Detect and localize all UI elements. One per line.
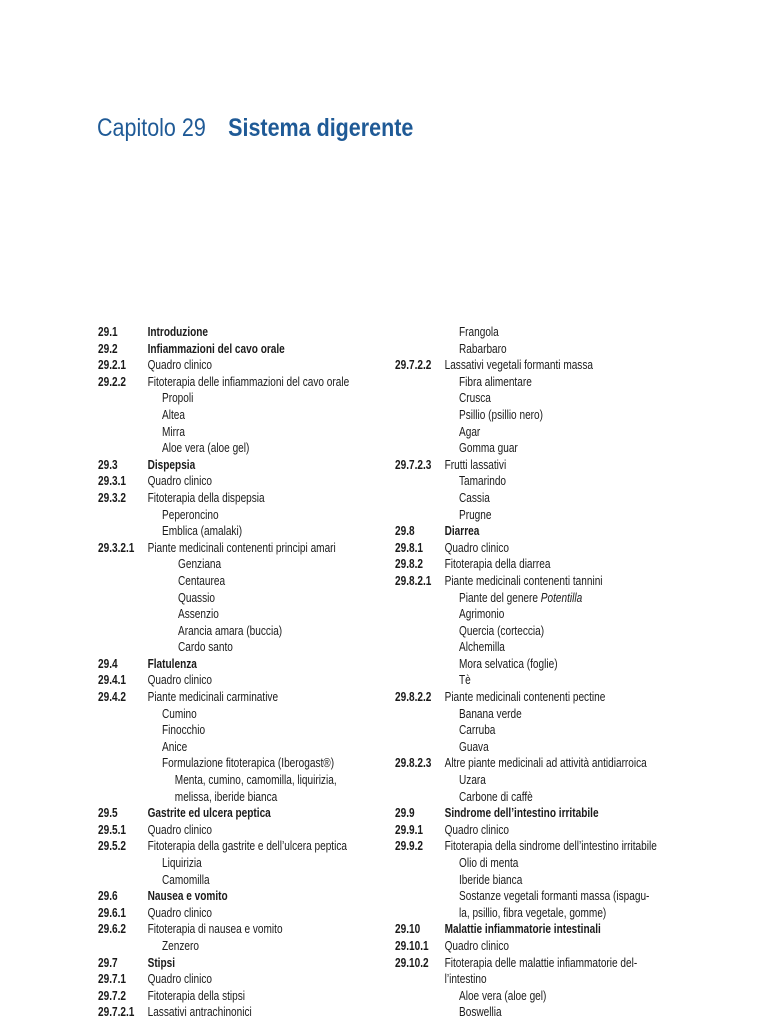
toc-entry-title — [148, 838, 347, 855]
toc-entry-text: Flatulenza — [147, 656, 197, 671]
toc-entry-title — [459, 872, 522, 889]
toc-entry-title — [175, 789, 277, 806]
toc-entry-title — [459, 988, 546, 1005]
toc-entry-title — [162, 424, 185, 441]
toc-entry-text: Sindrome dell’intestino irritabile — [444, 806, 599, 821]
toc-entry-text: Malattie infiammatorie intestinali — [444, 922, 601, 937]
toc-entry-title — [148, 357, 212, 374]
toc-entry-text: Altre piante medicinali ad attività antidiarroica — [444, 756, 647, 771]
toc-entry-title — [445, 540, 509, 557]
toc-entry-text: la, psillio, fibra vegetale, gomme) — [459, 905, 607, 920]
toc-entry-number: 29.3.2.1 — [98, 540, 135, 555]
toc-entry-title — [459, 1004, 502, 1021]
toc-entry-number: 29.5.2 — [98, 839, 127, 854]
toc-entry-title — [459, 722, 495, 739]
toc-entry-text: Nausea e vomito — [147, 889, 228, 904]
toc-entry-text: Tè — [459, 673, 471, 688]
toc-entry-text: Lassativi vegetali formanti massa — [444, 358, 593, 373]
toc-entry-number: 29.4.2 — [98, 690, 127, 705]
toc-entry-title — [459, 772, 486, 789]
toc-entry-text: Menta, cumino, camomilla, liquirizia, — [174, 773, 337, 788]
toc-entry-text: Fitoterapia delle malattie infiammatorie del- — [444, 955, 638, 970]
toc-entry-number: 29.8.2.2 — [395, 690, 432, 705]
toc-entry-text: Agrimonio — [459, 607, 505, 622]
toc-entry-title — [445, 523, 480, 540]
toc-entry-title — [162, 938, 199, 955]
toc-entry-title — [178, 606, 219, 623]
toc-entry-title — [445, 971, 487, 988]
toc-entry-title — [148, 822, 212, 839]
toc-entry-text: Agar — [459, 424, 481, 439]
toc-entry-text: Stipsi — [147, 955, 176, 970]
toc-entry-text: Crusca — [459, 391, 491, 406]
toc-entry-title — [148, 689, 278, 706]
toc-entry-number: 29.3.2 — [98, 490, 127, 505]
toc-entry-text: Lassativi antrachinonici — [147, 1005, 252, 1020]
toc-entry-text: Piante medicinali contenenti pectine — [444, 690, 606, 705]
toc-entry-title — [459, 390, 491, 407]
toc-entry-title — [162, 706, 197, 723]
toc-entry-text: Boswellia — [459, 1005, 502, 1020]
toc-entry-text: Centaurea — [178, 573, 226, 588]
toc-entry-title — [162, 872, 210, 889]
chapter-number: Capitolo 29 — [97, 114, 206, 142]
toc-entry-title — [162, 390, 193, 407]
toc-entry-text: Uzara — [459, 773, 486, 788]
toc-entry-text: Introduzione — [147, 325, 209, 339]
toc-entry-number: 29.9.1 — [395, 822, 424, 837]
toc-entry-text: Fitoterapia della sindrome dell’intestino irritabile — [444, 839, 657, 854]
toc-entry-text: Frangola — [459, 325, 499, 339]
toc-entry-number: 29.9 — [395, 806, 415, 821]
toc-entry-text: Liquirizia — [162, 856, 202, 870]
toc-entry-title — [148, 490, 265, 507]
toc-entry-title — [148, 672, 212, 689]
toc-entry-title — [459, 905, 606, 922]
toc-entry-title — [148, 1004, 252, 1021]
toc-entry-title — [445, 921, 601, 938]
toc-entry-title — [162, 739, 187, 756]
toc-entry-number: 29.7.2 — [98, 988, 127, 1003]
toc-entry-title — [178, 590, 215, 607]
toc-entry-title — [162, 722, 205, 739]
toc-entry-number: 29.1 — [98, 325, 118, 339]
toc-entry-number: 29.7.1 — [98, 972, 127, 987]
toc-entry-title — [445, 805, 599, 822]
toc-entry-number: 29.7.2.3 — [395, 457, 432, 472]
toc-entry-text: Zenzero — [162, 938, 199, 953]
toc-entry-title — [175, 772, 337, 789]
toc-entry-title — [459, 706, 522, 723]
toc-entry-title — [148, 341, 285, 358]
toc-entry-text: Carruba — [459, 723, 496, 738]
toc-entry-text: Prugne — [459, 507, 492, 522]
toc-entry-text: Quadro clinico — [147, 972, 213, 987]
toc-entry-text: Guava — [459, 739, 489, 754]
toc-entry-text: Quadro clinico — [147, 673, 213, 688]
toc-entry-text: Formulazione fitoterapica (Iberogast®) — [162, 756, 335, 771]
toc-entry-text: melissa, iberide bianca — [174, 789, 278, 804]
toc-entry-text: Alchemilla — [459, 640, 505, 655]
toc-entry-title — [445, 822, 509, 839]
toc-entry-text: Infiammazioni del cavo orale — [147, 341, 285, 356]
toc-entry-number: 29.6.1 — [98, 905, 127, 920]
toc-entry-title — [445, 556, 551, 573]
toc-entry-text: Aloe vera (aloe gel) — [459, 988, 547, 1003]
toc-entry-text: Assenzio — [178, 607, 219, 622]
toc-entry-title — [148, 540, 336, 557]
toc-entry-title — [162, 507, 219, 524]
toc-entry-title — [148, 324, 208, 341]
toc-entry-number: 29.5 — [98, 806, 118, 821]
toc-entry-title — [459, 440, 518, 457]
toc-entry-text: Fitoterapia della dispepsia — [147, 490, 265, 505]
toc-entry-italic-text: Potentilla — [540, 590, 583, 605]
toc-entry-text: Quadro clinico — [147, 822, 213, 837]
toc-entry-title — [459, 855, 518, 872]
toc-entry-number: 29.9.2 — [395, 839, 424, 854]
toc-entry-title — [178, 573, 225, 590]
toc-entry-title — [459, 341, 507, 358]
toc-entry-title — [459, 623, 544, 640]
toc-entry-number: 29.6.2 — [98, 922, 127, 937]
toc-entry-title — [148, 805, 271, 822]
toc-entry-number: 29.3 — [98, 457, 118, 472]
toc-entry-text: Olio di menta — [459, 856, 519, 870]
toc-entry-text: Quadro clinico — [147, 358, 213, 373]
toc-entry-title — [459, 656, 558, 673]
toc-entry-title — [162, 440, 249, 457]
toc-entry-number: 29.4 — [98, 656, 118, 671]
toc-entry-number: 29.10.2 — [395, 955, 429, 970]
toc-entry-text: Camomilla — [162, 872, 210, 887]
toc-entry-text: Tamarindo — [459, 474, 507, 489]
toc-entry-text: Quadro clinico — [444, 540, 510, 555]
toc-entry-title — [148, 905, 212, 922]
toc-entry-text: Frutti lassativi — [444, 457, 507, 472]
toc-entry-title — [445, 689, 606, 706]
toc-entry-title — [459, 888, 649, 905]
toc-entry-text: Fitoterapia della gastrite e dell’ulcera peptica — [147, 839, 347, 854]
toc-entry-title — [459, 507, 492, 524]
toc-entry-text: Piante medicinali contenenti principi amari — [147, 540, 336, 555]
chapter-title: Sistema digerente — [228, 114, 414, 142]
toc-entry-title — [148, 988, 245, 1005]
toc-entry-text: Anice — [162, 739, 188, 754]
toc-entry-text: Fitoterapia di nausea e vomito — [147, 922, 283, 937]
toc-entry-title — [148, 888, 228, 905]
toc-entry-title — [162, 755, 334, 772]
toc-entry-title — [459, 424, 480, 441]
toc-entry-text: Aloe vera (aloe gel) — [162, 441, 250, 456]
toc-entry-number: 29.2.1 — [98, 358, 127, 373]
toc-entry-text: Finocchio — [162, 723, 206, 738]
toc-entry-title — [459, 473, 506, 490]
toc-entry-text: Banana verde — [459, 706, 522, 721]
toc-entry-text: l’intestino — [444, 972, 487, 987]
toc-entry-text: Propoli — [162, 391, 194, 406]
toc-entry-number: 29.3.1 — [98, 474, 127, 489]
toc-entry-title — [162, 855, 202, 872]
toc-entry-title — [162, 523, 242, 540]
chapter-heading — [97, 114, 413, 143]
toc-entry-text: Altea — [162, 407, 185, 422]
toc-entry-text: Fitoterapia della diarrea — [444, 557, 551, 572]
toc-entry-text: Quadro clinico — [147, 474, 213, 489]
toc-entry-number: 29.6 — [98, 889, 118, 904]
toc-entry-title — [459, 407, 543, 424]
toc-entry-number: 29.10.1 — [395, 938, 429, 953]
toc-entry-text: Quercia (corteccia) — [459, 623, 545, 638]
toc-entry-title — [148, 374, 350, 391]
toc-entry-text: Emblica (amalaki) — [162, 524, 243, 539]
toc-entry-title — [445, 755, 647, 772]
toc-entry-text: Fitoterapia della stipsi — [147, 988, 246, 1003]
toc-entry-title — [445, 955, 638, 972]
toc-entry-title — [459, 374, 532, 391]
toc-entry-text: Diarrea — [444, 524, 480, 539]
toc-entry-title — [459, 324, 499, 341]
toc-entry-text: Piante medicinali contenenti tannini — [444, 573, 603, 588]
toc-entry-text: Genziana — [178, 557, 222, 572]
toc-entry-text: Fibra alimentare — [459, 374, 532, 389]
toc-entry-text: Quadro clinico — [147, 905, 213, 920]
toc-entry-title — [445, 838, 657, 855]
toc-entry-number: 29.2.2 — [98, 374, 127, 389]
toc-entry-text: Carbone di caffè — [459, 789, 533, 804]
toc-entry-text: Quadro clinico — [444, 938, 510, 953]
toc-entry-title — [148, 457, 196, 474]
toc-entry-title — [148, 955, 175, 972]
toc-entry-text: Mora selvatica (foglie) — [459, 656, 558, 671]
toc-entry-title — [445, 357, 593, 374]
toc-entry-text: Gomma guar — [459, 441, 518, 456]
toc-entry-text: Quassio — [178, 590, 215, 605]
toc-entry-text: Gastrite ed ulcera peptica — [147, 806, 271, 821]
toc-entry-title — [445, 457, 507, 474]
toc-entry-number: 29.8.2.3 — [395, 756, 432, 771]
toc-entry-number: 29.4.1 — [98, 673, 127, 688]
toc-entry-text: Cumino — [162, 706, 197, 721]
toc-entry-number: 29.2 — [98, 341, 118, 356]
toc-entry-title — [459, 789, 533, 806]
toc-entry-number: 29.8.2 — [395, 557, 424, 572]
toc-entry-title — [178, 623, 282, 640]
toc-entry-title — [148, 473, 212, 490]
toc-entry-text: Cassia — [459, 490, 490, 505]
toc-entry-text: Arancia amara (buccia) — [178, 623, 283, 638]
toc-entry-number: 29.7.2.2 — [395, 358, 432, 373]
toc-entry-number: 29.10 — [395, 922, 421, 937]
toc-entry-text: Mirra — [162, 424, 185, 439]
toc-entry-title — [459, 590, 582, 607]
toc-entry-title — [459, 639, 505, 656]
toc-entry-text: Sostanze vegetali formanti massa (ispagu- — [459, 889, 650, 904]
toc-entry-text: Piante del genere — [459, 590, 541, 605]
toc-entry-title — [459, 672, 471, 689]
toc-entry-title — [148, 921, 283, 938]
toc-entry-text: Rabarbaro — [459, 341, 507, 356]
toc-entry-text: Peperoncino — [162, 507, 219, 522]
toc-entry-title — [148, 971, 212, 988]
toc-entry-number: 29.8.1 — [395, 540, 424, 555]
toc-entry-title — [445, 938, 509, 955]
toc-entry-text: Iberide bianca — [459, 872, 523, 887]
toc-entry-number: 29.7.2.1 — [98, 1005, 135, 1020]
toc-entry-text: Psillio (psillio nero) — [459, 407, 543, 422]
toc-entry-text: Fitoterapia delle infiammazioni del cavo orale — [147, 374, 350, 389]
toc-entry-title — [459, 490, 490, 507]
toc-entry-number: 29.5.1 — [98, 822, 127, 837]
toc-entry-number: 29.7 — [98, 955, 118, 970]
toc-entry-number: 29.8.2.1 — [395, 573, 432, 588]
toc-entry-title — [162, 407, 185, 424]
toc-entry-number: 29.8 — [395, 524, 415, 539]
toc-entry-title — [459, 739, 489, 756]
toc-entry-text: Cardo santo — [178, 640, 233, 655]
toc-entry-title — [178, 556, 221, 573]
toc-entry-text: Dispepsia — [147, 457, 196, 472]
toc-entry-text: Quadro clinico — [444, 822, 510, 837]
toc-entry-title — [178, 639, 233, 656]
toc-entry-title — [445, 573, 603, 590]
toc-entry-title — [459, 606, 504, 623]
toc-entry-text: Piante medicinali carminative — [147, 690, 279, 705]
toc-entry-title — [148, 656, 197, 673]
